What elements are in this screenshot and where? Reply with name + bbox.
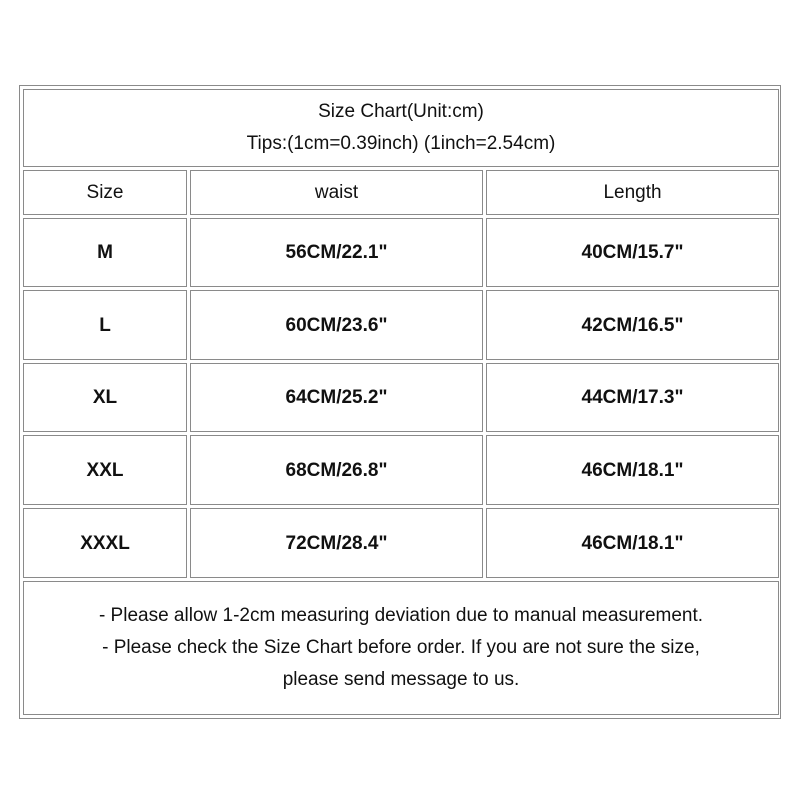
waist-cell: 56CM/22.1" [190,218,483,287]
note-line-deviation: - Please allow 1-2cm measuring deviation due to manual measurement. [98,605,704,626]
chart-tips: Tips:(1cm=0.39inch) (1inch=2.54cm) [246,133,556,154]
column-header-size: Size [23,170,187,215]
chart-title-cell [23,89,779,167]
note-line-check: - Please check the Size Chart before order. If you are not sure the size, [102,637,700,658]
size-cell: M [23,218,187,287]
size-cell: XXXL [23,508,187,578]
size-cell: XL [23,363,187,432]
size-cell: XXL [23,435,187,505]
size-chart-table [19,85,781,719]
note-line-message: please send message to us. [282,669,520,690]
size-cell: L [23,290,187,360]
length-cell: 40CM/15.7" [486,218,779,287]
waist-cell: 68CM/26.8" [190,435,483,505]
waist-cell: 72CM/28.4" [190,508,483,578]
notes-cell [23,581,779,715]
length-cell: 42CM/16.5" [486,290,779,360]
waist-cell: 60CM/23.6" [190,290,483,360]
length-cell: 44CM/17.3" [486,363,779,432]
length-cell: 46CM/18.1" [486,508,779,578]
column-header-length: Length [486,170,779,215]
waist-cell: 64CM/25.2" [190,363,483,432]
chart-title: Size Chart(Unit:cm) [318,101,484,122]
column-header-waist: waist [190,170,483,215]
length-cell: 46CM/18.1" [486,435,779,505]
